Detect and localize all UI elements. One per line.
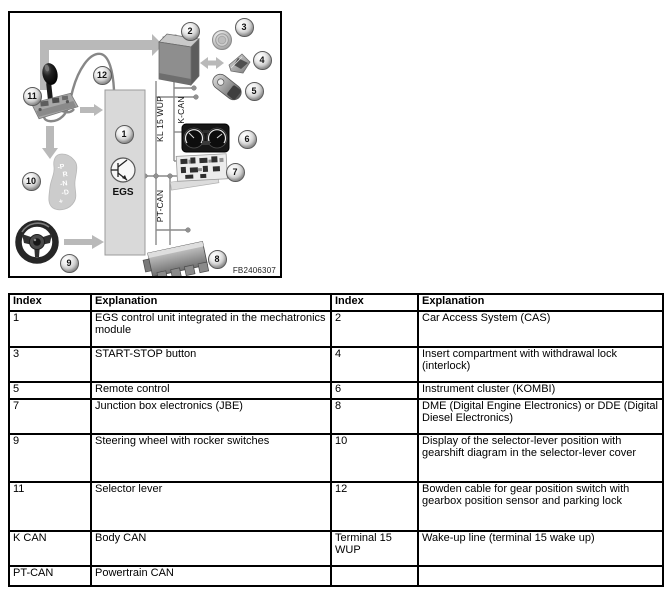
explanation-cell: Bowden cable for gear position switch with gearbox position sensor and parking lock xyxy=(418,482,663,531)
explanation-cell: Junction box electronics (JBE) xyxy=(91,399,331,434)
callout-2: 2 xyxy=(181,22,200,41)
index-cell: 1 xyxy=(9,311,91,347)
callout-4: 4 xyxy=(253,51,272,70)
index-cell: PT-CAN xyxy=(9,566,91,586)
table-row xyxy=(9,434,663,482)
system-diagram xyxy=(8,11,282,278)
start-stop-button xyxy=(213,31,232,50)
col-header-explanation-2: Explanation xyxy=(418,294,663,311)
junction-box xyxy=(169,154,228,190)
legend-table xyxy=(8,293,664,587)
index-cell: 12 xyxy=(331,482,418,531)
gate-letter-p: -P xyxy=(57,163,66,172)
callout-3: 3 xyxy=(235,18,254,37)
index-cell: 4 xyxy=(331,347,418,382)
callout-12: 12 xyxy=(93,66,112,85)
index-cell: Terminal 15 WUP xyxy=(331,531,418,566)
table-row xyxy=(9,382,663,399)
callout-11: 11 xyxy=(23,87,42,106)
index-cell: 6 xyxy=(331,382,418,399)
col-header-index-1: Index xyxy=(9,294,91,311)
table-row xyxy=(9,311,663,347)
arrow-wheel-to-egs xyxy=(64,235,104,249)
explanation-cell: Steering wheel with rocker switches xyxy=(91,434,331,482)
kl15-wup-label: KL 15 WUP xyxy=(155,96,165,142)
dme-module xyxy=(142,241,209,276)
arrow-cas-to-compartment xyxy=(200,57,224,69)
index-cell: 3 xyxy=(9,347,91,382)
explanation-cell: DME (Digital Engine Electronics) or DDE (Digital Diesel Electronics) xyxy=(418,399,663,434)
arrow-lever-to-egs xyxy=(80,104,103,116)
index-cell: 7 xyxy=(9,399,91,434)
explanation-cell: Body CAN xyxy=(91,531,331,566)
gate-letter-plus: + xyxy=(58,198,64,206)
explanation-cell: Display of the selector-lever position with gearshift diagram in the selector-lever cover xyxy=(418,434,663,482)
gate-letter-n: -N xyxy=(59,180,69,189)
table-row xyxy=(9,399,663,434)
col-header-explanation-1: Explanation xyxy=(91,294,331,311)
index-cell: 9 xyxy=(9,434,91,482)
index-cell: 2 xyxy=(331,311,418,347)
explanation-cell: Car Access System (CAS) xyxy=(418,311,663,347)
table-row xyxy=(9,531,663,566)
k-can-label: K-CAN xyxy=(176,96,186,124)
callout-10: 10 xyxy=(22,172,41,191)
explanation-cell: Instrument cluster (KOMBI) xyxy=(418,382,663,399)
gate-letter-d: -D xyxy=(61,189,70,198)
index-cell: 5 xyxy=(9,382,91,399)
explanation-cell: Powertrain CAN xyxy=(91,566,331,586)
egs-unit xyxy=(105,90,145,255)
figure-code: FB2406307 xyxy=(232,266,276,275)
index-cell: 8 xyxy=(331,399,418,434)
table-row xyxy=(9,482,663,531)
steering-wheel xyxy=(19,223,56,260)
callout-7: 7 xyxy=(226,163,245,182)
instrument-cluster xyxy=(182,124,229,152)
explanation-cell: START-STOP button xyxy=(91,347,331,382)
explanation-cell: Insert compartment with withdrawal lock (interlock) xyxy=(418,347,663,382)
pt-can-label: PT-CAN xyxy=(155,189,165,223)
header-row xyxy=(9,294,663,311)
explanation-cell xyxy=(418,566,663,586)
index-cell: K CAN xyxy=(9,531,91,566)
index-cell: 11 xyxy=(9,482,91,531)
table-row xyxy=(9,347,663,382)
gearshift-gate xyxy=(49,154,77,210)
index-cell: 10 xyxy=(331,434,418,482)
callout-1: 1 xyxy=(115,125,134,144)
col-header-index-2: Index xyxy=(331,294,418,311)
explanation-cell: Remote control xyxy=(91,382,331,399)
explanation-cell: Wake-up line (terminal 15 wake up) xyxy=(418,531,663,566)
explanation-cell: Selector lever xyxy=(91,482,331,531)
callout-8: 8 xyxy=(208,250,227,269)
insert-compartment xyxy=(229,54,250,73)
remote-key xyxy=(210,71,244,103)
arrow-lever-to-gate xyxy=(42,126,58,159)
table-row xyxy=(9,566,663,586)
explanation-cell: EGS control unit integrated in the mechatronics module xyxy=(91,311,331,347)
callout-5: 5 xyxy=(245,82,264,101)
index-cell xyxy=(331,566,418,586)
cas-module xyxy=(159,34,199,85)
callout-9: 9 xyxy=(60,254,79,273)
gate-letter-r: R xyxy=(62,171,69,179)
egs-label: EGS xyxy=(112,187,134,198)
callout-6: 6 xyxy=(238,130,257,149)
